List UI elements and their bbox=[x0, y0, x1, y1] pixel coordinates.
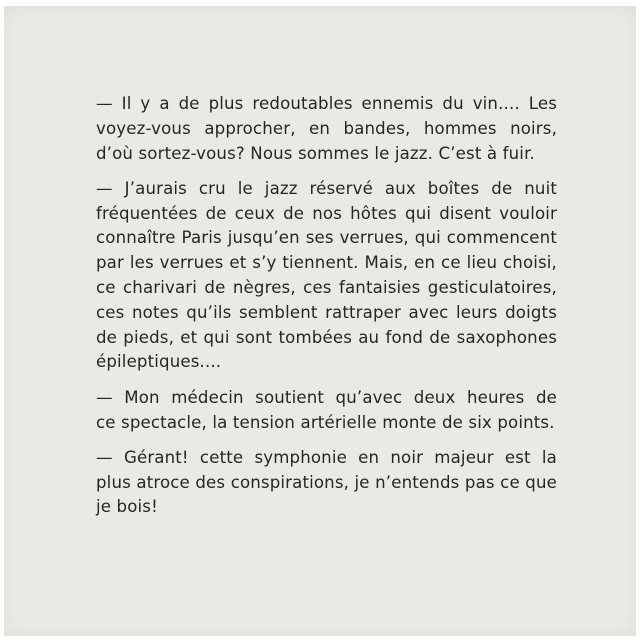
text-line: fréquentées de ceux de nos hôtes qui disent vouloir bbox=[96, 203, 557, 223]
text-line: de pieds, et qui sont tombées au fond de saxophones bbox=[96, 327, 557, 347]
text-line: je bois! bbox=[96, 497, 158, 517]
text-line: — Gérant! cette symphonie en noir majeur est la bbox=[96, 447, 557, 467]
text-line: connaître Paris jusqu’en ses verrues, qui commencent bbox=[96, 228, 557, 248]
text-line: — Mon médecin soutient qu’avec deux heures de bbox=[96, 387, 557, 407]
paragraph-3 bbox=[96, 386, 557, 436]
text-line: épileptiques.... bbox=[96, 352, 222, 372]
text-line: voyez-vous approcher, en bandes, hommes noirs, bbox=[96, 118, 557, 138]
paragraph-1 bbox=[96, 92, 557, 166]
text-line: par les verrues et s’y tiennent. Mais, en ce lieu choisi, bbox=[96, 253, 557, 273]
text-line: ce charivari de nègres, ces fantaisies gesticulatoires, bbox=[96, 278, 557, 298]
text-line: ce spectacle, la tension artérielle monte de six points. bbox=[96, 412, 555, 432]
text-line: plus atroce des conspirations, je n’entends pas ce que bbox=[96, 472, 557, 492]
text-line: ces notes qu’ils semblent rattraper avec leurs doigts bbox=[96, 302, 557, 322]
text-line: d’où sortez-vous? Nous sommes le jazz. C’est à fuir. bbox=[96, 143, 535, 163]
text-line: — Il y a de plus redoutables ennemis du vin.... Les bbox=[96, 94, 557, 113]
text-block bbox=[96, 92, 557, 531]
text-line: — J’aurais cru le jazz réservé aux boîtes de nuit bbox=[96, 178, 557, 198]
paragraph-2 bbox=[96, 177, 557, 375]
paragraph-4 bbox=[96, 446, 557, 520]
